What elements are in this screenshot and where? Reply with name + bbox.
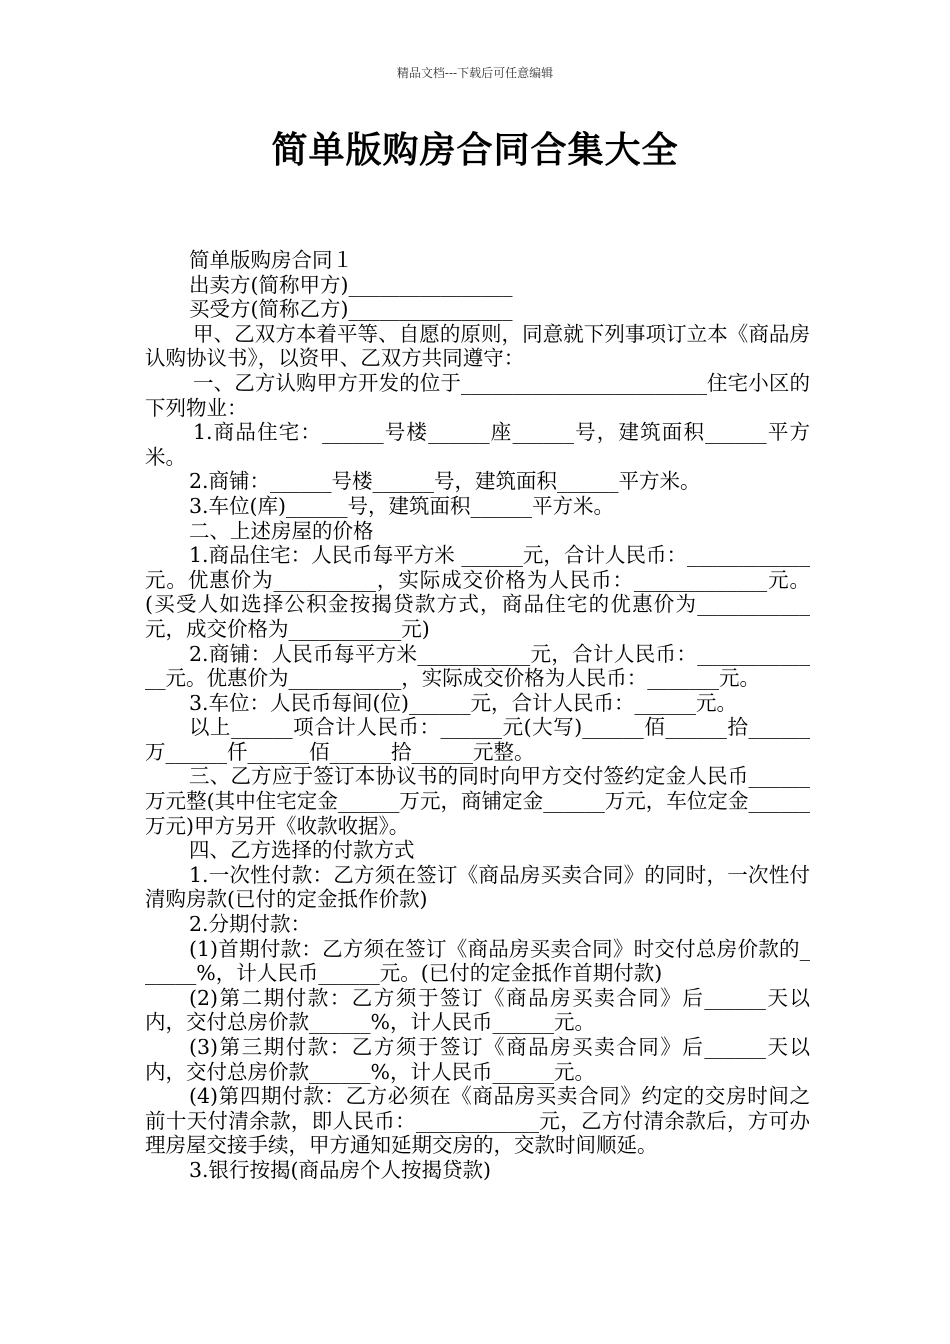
paragraph: (1)首期付款：乙方须在签订《商品房买卖合同》时交付总房价款的______%，计人民币______元。(已付的定金抵作首期付款) [145,936,810,986]
paragraph: 2.商铺：人民币每平方米___________元，合计人民币：_____________元。优惠价为___________，实际成交价格为人民币：_______元。 [145,641,810,691]
paragraph: 以上______项合计人民币：______元(大写)______佰______拾______万______仟______佰______拾______元整。 [145,715,810,764]
paragraph: 四、乙方选择的付款方式 [189,838,415,863]
paragraph: 3.银行按揭(商品房个人按揭贷款) [189,1157,492,1182]
paragraph: 2.商铺：______号楼______号，建筑面积______平方米。 [189,469,701,494]
header-note: 精品文档---下载后可任意编辑 [396,66,554,80]
paragraph: (4)第四期付款：乙方必须在《商品房买卖合同》约定的交房时间之前十天付清余款，即人民币：____________元，乙方付清余款后，方可办理房屋交接手续，甲方通知延期交房的，交款时间顺延。 [145,1084,810,1158]
paragraph: 买受方(简称乙方)________________ [189,297,513,322]
document-title: 简单版购房合同合集大全 [271,130,679,171]
paragraph: (2)第二期付款：乙方须于签订《商品房买卖合同》后______天以内，交付总房价款______%，计人民币______元。 [145,985,810,1035]
paragraph: 三、乙方应于签订本协议书的同时向甲方交付签约定金人民币______万元整(其中住宅定金______万元，商铺定金______万元，车位定金______万元)甲方另开《收款收据》。 [145,764,810,838]
paragraph: 1.商品住宅：______号楼______座______号，建筑面积______平方米。 [145,420,810,469]
paragraph: 3.车位(库)______号，建筑面积______平方米。 [189,493,615,518]
paragraph: (3)第三期付款：乙方须于签订《商品房买卖合同》后______天以内，交付总房价款______%，计人民币______元。 [145,1035,810,1084]
paragraph: 2.分期付款： [189,912,312,937]
paragraph: 1.一次性付款：乙方须在签订《商品房买卖合同》的同时，一次性付清购房款(已付的定金抵作价款) [145,862,810,912]
paragraph: 一、乙方认购甲方开发的位于________________________住宅小区的下列物业： [145,370,810,420]
paragraph: 二、上述房屋的价格 [189,518,374,543]
document-body [145,248,810,1183]
paragraph: 出卖方(简称甲方)________________ [189,272,513,297]
paragraph: 3.车位：人民币每间(位)______元，合计人民币：______元。 [189,690,738,715]
paragraph: 1.商品住宅：人民币每平方米 ______元，合计人民币：____________元。优惠价为__________，实际成交价格为人民币：_____________元。(买受人如选择公积金按揭贷款方式，商品住宅的优惠价为___________元，成交价格为___________元) [145,543,810,641]
paragraph: 简单版购房合同１ [189,248,353,272]
paragraph: 甲、乙双方本着平等、自愿的原则，同意就下列事项订立本《商品房认购协议书》，以资甲、乙双方共同遵守： [145,321,810,371]
